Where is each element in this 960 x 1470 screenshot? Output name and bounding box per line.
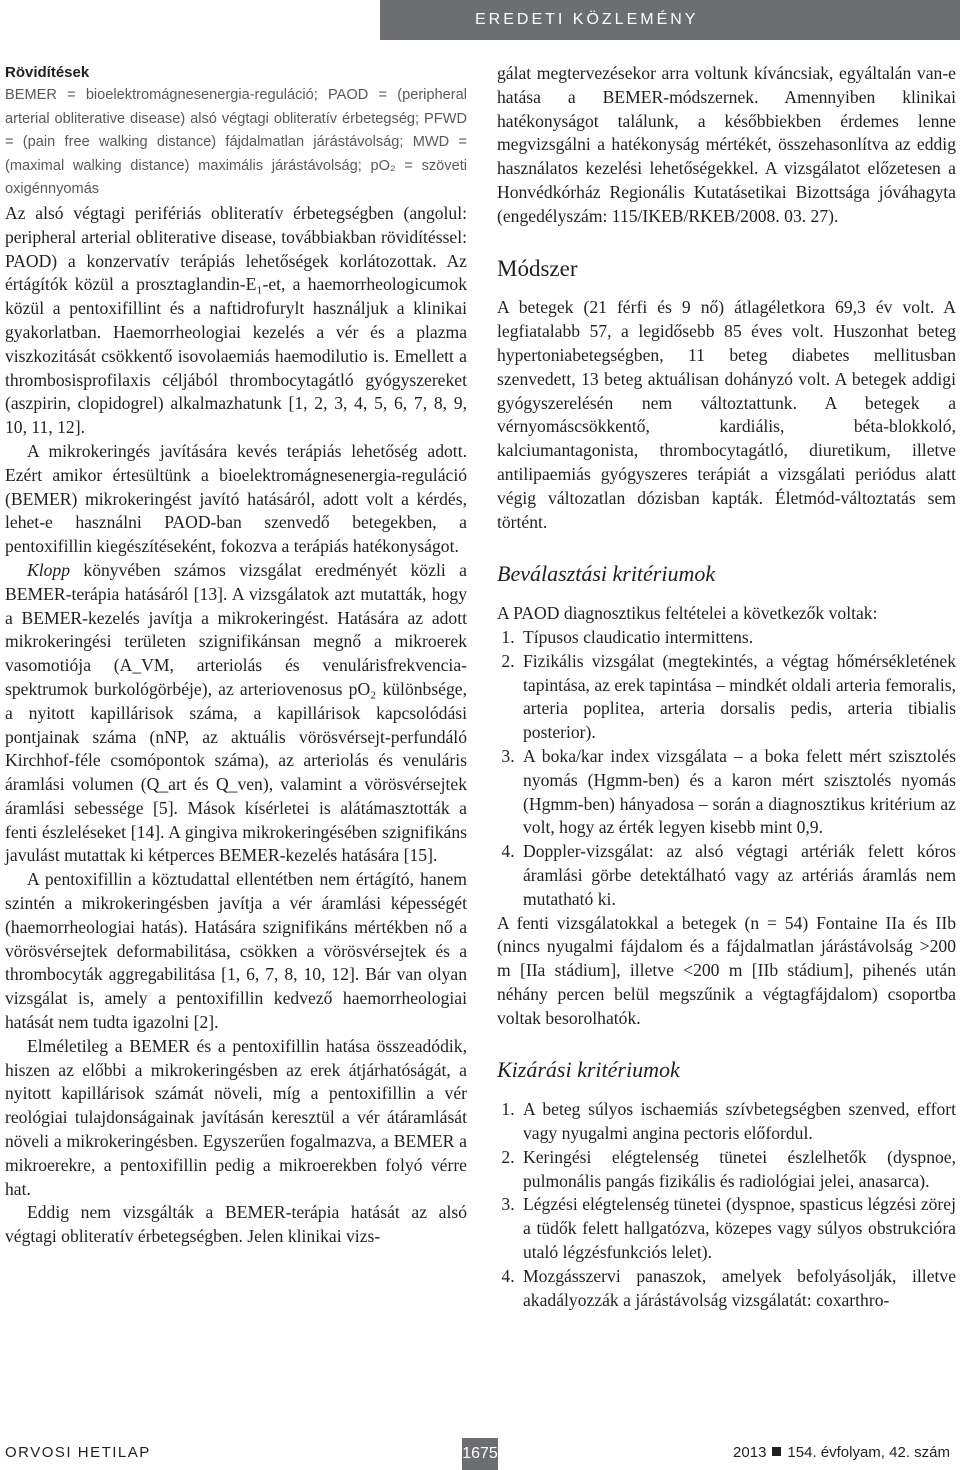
right-column xyxy=(497,62,956,1312)
page-footer xyxy=(0,1438,960,1470)
list-item: 4. Mozgásszervi panaszok, amelyek befolyásolják, illetve akadályozzák a járástávolság vizsgálatát: coxarthro- xyxy=(519,1265,956,1313)
issue-year: 2013 xyxy=(733,1444,767,1461)
section-label: EREDETI KÖZLEMÉNY xyxy=(380,0,960,40)
paragraph: A betegek (21 férfi és 9 nő) átlagéletkora 69,3 év volt. A legfiatalabb 57, a legidősebb 85 éves volt. Huszonhat beteg hypertoniabetegségben, 11 beteg diabetes mellitusban szenvedett, 13 beteg aktuálisan dohányzó volt. A betegek addigi gyógyszerelésén nem változtattunk. A betegek a vérnyomáscsökkentő, kardiális, béta-blokkoló, kalciumantagonista, thrombocytagátló, diuretikum, illetve antilipaemiás gyógyszeres terápiát a vizsgálati periódus alatt végig változatlan dózisban kapták. Életmód-változtatás sem történt. xyxy=(497,297,956,532)
paragraph: Eddig nem vizsgálták a BEMER-terápia hatását az alsó végtagi obliteratív érbetegségben. Jelen klinikai vizs- xyxy=(5,1202,467,1247)
author-name: Klopp xyxy=(27,559,71,580)
abbreviations-text: BEMER = bioelektromágnesenergia-reguláció; PAOD = (peripheral arterial obliterative disease) alsó végtagi obliteratív érbetegség; PFWD = (pain free walking distance) fájdalmatlan járástávolság; MWD = (maximal walking distance) maximális járástávolság; pO₂ = szöveti oxigénnyomás xyxy=(5,87,467,198)
paragraph: gálat megtervezésekor arra voltunk kíváncsiak, egyáltalán van-e hatása a BEMER-módszernek. Amennyiben klinikai hatékonyságot találunk, a későbbiekben érdemes lenne megvizsgálni a hatékonyság mértékét, összehasonlítva az eddig használatos kezelési lehetőségekkel. A vizsgálatot előzetesen a Honvédkórház Regionális Kutatásetikai Bizottsága jóváhagyta (engedélyszám: 115/IKEB/RKEB/2008. 03. 27). xyxy=(497,63,956,226)
list-item: 4. Doppler-vizsgálat: az alsó végtagi artériák felett kóros áramlási görbe detektálható vagy az artériás áramlás nem mutatható ki. xyxy=(519,840,956,911)
list-item: 3. Légzési elégtelenség tünetei (dyspnoe, spasticus légzési zörej a tüdők felett hallgatózva, közepes vagy súlyos obstrukcióra utaló légzésfunkciós lelet). xyxy=(519,1193,956,1264)
issue-info xyxy=(733,1444,950,1461)
paragraph xyxy=(5,559,467,868)
list-item: 1. A beteg súlyos ischaemiás szívbetegségben szenved, effort vagy nyugalmi angina pectoris előfordul. xyxy=(519,1098,956,1146)
square-separator-icon xyxy=(772,1447,781,1456)
list-intro: A PAOD diagnosztikus feltételei a következők voltak: xyxy=(497,603,878,624)
list-item: 2. Keringési elégtelenség tünetei észlelhetők (dyspnoe, pulmonális pangás fizikális és radiológiai jelei, anasarca). xyxy=(519,1146,956,1194)
exclusion-list xyxy=(497,1098,956,1312)
section-title-methods: Módszer xyxy=(497,255,578,281)
abbreviations-title: Rövidítések xyxy=(5,64,90,81)
inclusion-list xyxy=(497,626,956,912)
paragraph: A mikrokeringés javítására kevés terápiás lehetőség adott. Ezért amikor értesültünk a bioelektromágnesenergia-reguláció (BEMER) mikrokeringést javító hatásáról, adott volt a kérdés, lehet-e használni PAOD-ban szenvedő betegekben, a pentoxifillin kiegészítéseként, fokozva a terápiás hatékonyságot. xyxy=(5,440,467,557)
left-column xyxy=(5,62,467,1249)
page-number: 1675 xyxy=(462,1438,498,1470)
paragraph: A pentoxifillin a köztudattal ellentétben nem értágító, hanem szintén a mikrokeringésben javítja a vér áramlási képességét (haemorrheologiai hatás). Hatására szignifikáns mértékben nő a vörösvérsejtek deformabilitása, csökken a vörösvérsejtek és a thrombocyták aggregabilitása [1, 6, 7, 8, 10, 12]. Bár van olyan vizsgálat is, amely a pentoxifillin kedvező haemorrheologiai hatását nem tudta igazolni [2]. xyxy=(5,869,467,1033)
header-bar xyxy=(0,0,960,42)
issue-volume: 154. évfolyam, 42. szám xyxy=(787,1444,950,1461)
list-item: 3. A boka/kar index vizsgálata – a boka felett mért szisztolés nyomás (Hgmm-ben) és a karon mért szisztolés nyomás (Hgmm-ben) hányadosa – során a diagnosztikus kritérium az volt, hogy az érték legyen kisebb mint 0,9. xyxy=(519,745,956,840)
list-item: 1. Típusos claudicatio intermittens. xyxy=(519,626,956,650)
paragraph: A fenti vizsgálatokkal a betegek (n = 54) Fontaine IIa és IIb (nincs nyugalmi fájdalom és a fájdalmatlan járástávolság >200 m [IIa stádium], illetve <200 m [IIb stádium], pihenés után néhány percen belül megszűnik a végtagfájdalom) csoportba voltak besorolhatók. xyxy=(497,912,956,1028)
subsection-title-inclusion: Beválasztási kritériumok xyxy=(497,561,716,587)
list-item: 2. Fizikális vizsgálat (megtekintés, a végtag hőmérsékletének tapintása, az erek tapintása – mindkét oldali arteria femoralis, arteria poplitea, arteria dorsalis pedis, arteria tibialis posterior). xyxy=(519,650,956,745)
paragraph: Az alsó végtagi perifériás obliteratív érbetegségben (angolul: peripheral arterial obliterative disease, továbbiakban rövidítéssel: PAOD) a konzervatív terápiás lehetőségek korlátozottak. Az értágítók közül a prosztaglandin-E₁-et, a haemorrheologicumok közül a pentoxifillint és a naftidrofurylt használjuk a klinikai gyakorlatban. Haemorrheologiai kezelés a vér és a plazma viszkozitását csökkentő isovolaemiás haemodilutio is. Emellett a thrombosisprofilaxis céljából thrombocytagátló gyógyszereket (aszpirin, clopidogrel) alkalmazhatunk [1, 2, 3, 4, 5, 6, 7, 8, 9, 10, 11, 12]. xyxy=(5,202,467,438)
journal-name: ORVOSI HETILAP xyxy=(5,1444,151,1461)
subsection-title-exclusion: Kizárási kritériumok xyxy=(497,1057,680,1083)
paragraph: Elméletileg a BEMER és a pentoxifillin hatása összeadódik, hiszen az előbbi a mikrokeringésben az erek átjárhatóságát, a nyitott kapillárisok számát növeli, míg a pentoxifillin a vér reológiai tulajdonságainak javításán keresztül a vér átáramlását növeli a mikrokeringésben. Egyszerűen fogalmazva, a BEMER a mikroerekre, a pentoxifillin pedig a mikroerekben folyó vérre hat. xyxy=(5,1035,467,1199)
paragraph-text: könyvében számos vizsgálat eredményét közli a BEMER-terápia hatásáról [13]. A vizsgálatok azt mutatták, hogy a BEMER-kezelés javítja a mikrokeringést. Hatására az adott mikrokeringési területen szignifikánsan megnő a mikroerek vasomotiója (A_VM, arteriolás és venulárisfrekvencia-spektrumok burkológörbéje), az arteriovenosus pO₂ különbsége, a nyitott kapillárisok száma, a kapillárisok kapcsolódási pontjainak száma (nNP, az aktuális vörösvérsejt-perfundáló Kirchhof-féle csomópontok száma), az arteriolás és venuláris áramlási volumen (Q_art és Q_ven), valamint a vörösvérsejtek áramlási sebessége [5]. Mások kísérletei is alátámasztották a fenti észleléseket [14]. A gingiva mikrokeringésében szignifikáns javulást mutattak ki kétperces BEMER-kezelés hatására [15]. xyxy=(5,559,467,866)
